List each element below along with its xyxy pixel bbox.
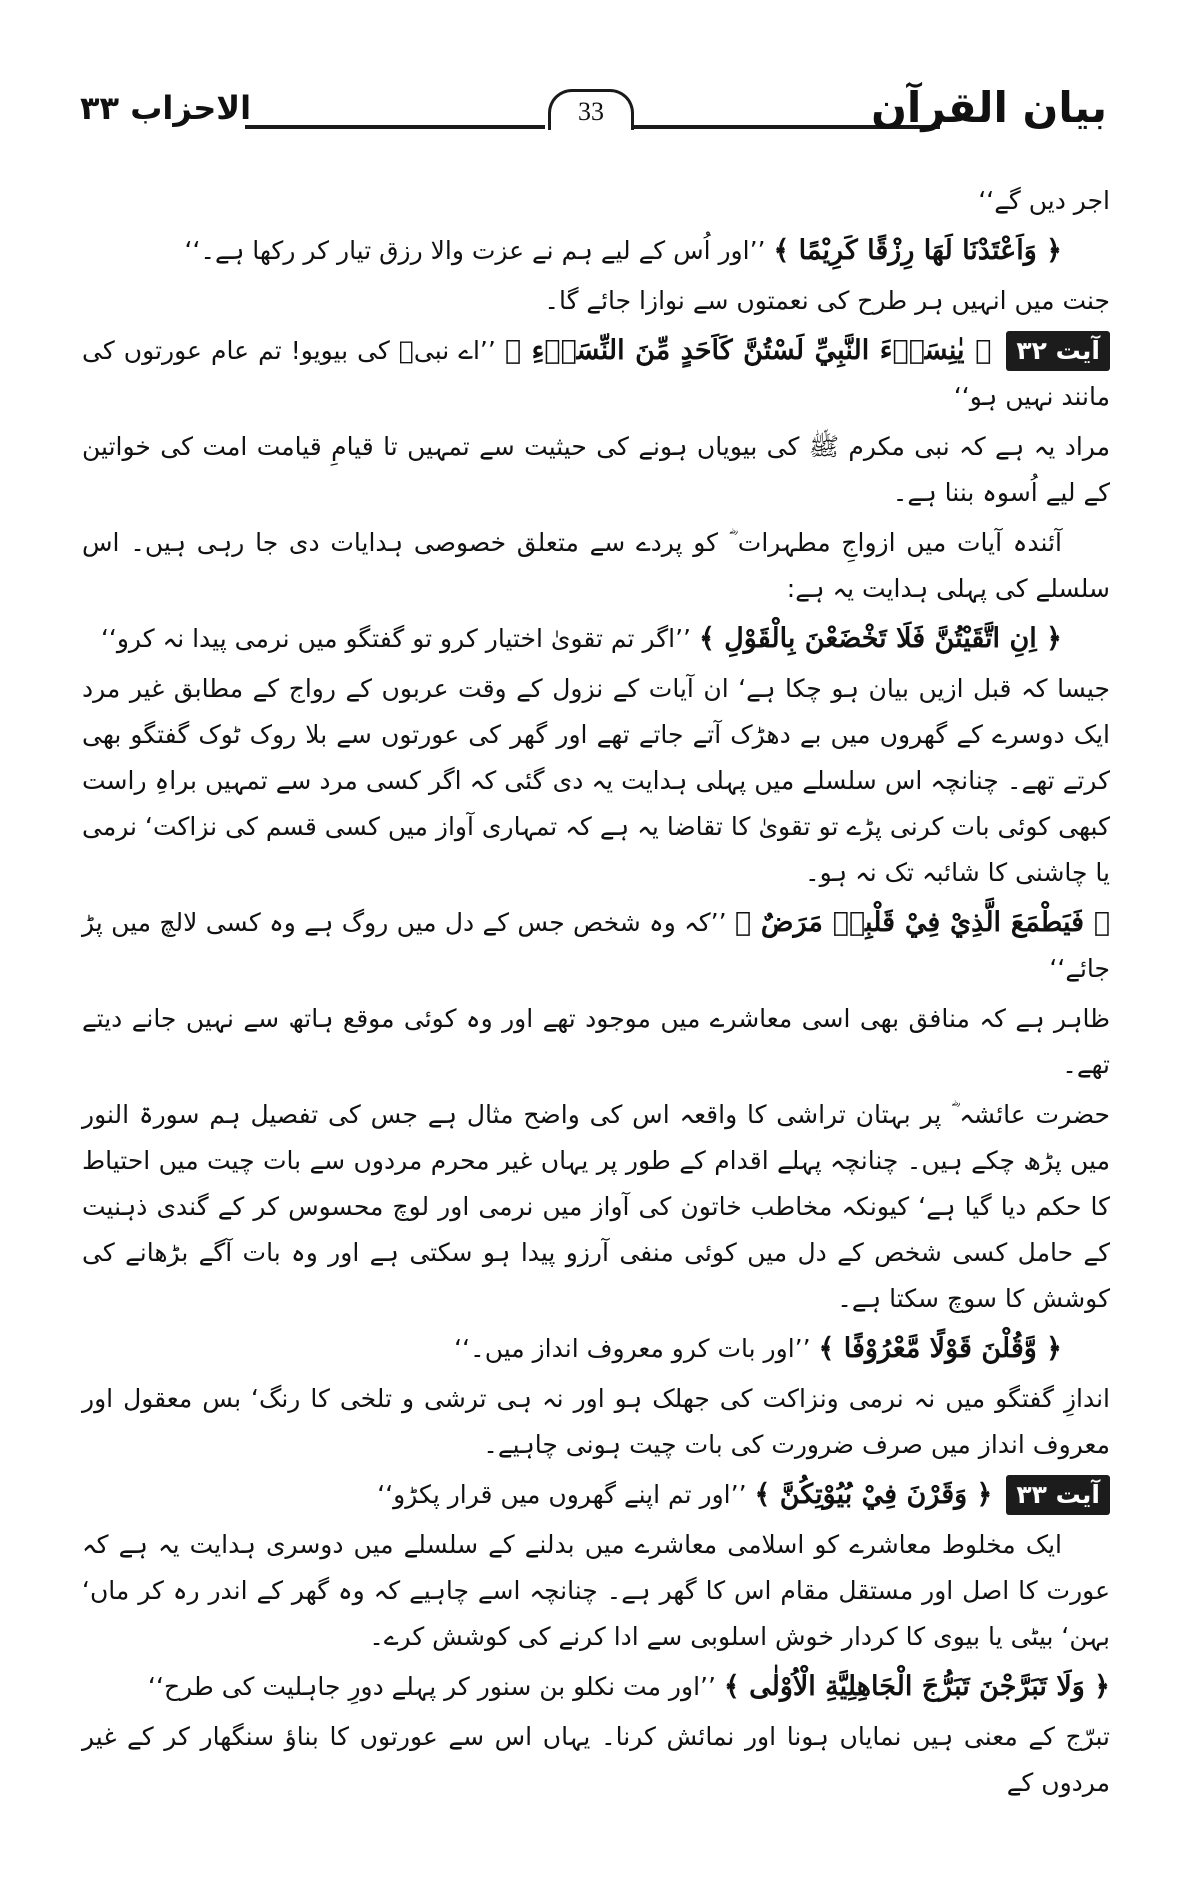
verse-line bbox=[82, 1472, 1110, 1518]
verse-translation: ’’اور بات کرو معروف انداز میں۔‘‘ bbox=[454, 1334, 811, 1363]
verse-translation: ’’اور اُس کے لیے ہم نے عزت والا رزق تیار کر رکھا ہے۔‘‘ bbox=[184, 236, 766, 265]
verse-line bbox=[82, 328, 1110, 420]
paragraph: جیسا کہ قبل ازیں بیان ہو چکا ہے‘ ان آیات کے نزول کے وقت عربوں کے رواج کے مطابق غیر مرد ایک دوسرے کے گھروں میں بے دھڑک آتے جاتے تھے اور گھر کی عورتوں سے بلا روک ٹوک گفتگو بھی کرتے تھے۔ چنانچہ اس سلسلے میں پہلی ہدایت یہ دی گئی کہ اگر کسی مرد سے تمہیں براہِ راست کبھی کوئی بات کرنی پڑے تو تقویٰ کا تقاضا یہ ہے کہ تمہاری آواز میں کسی قسم کی نزاکت‘ نرمی یا چاشنی کا شائبہ تک نہ ہو۔ bbox=[82, 674, 1110, 887]
ayat-number-badge: آیت ۳۳ bbox=[1006, 1475, 1110, 1515]
surah-name: الاحزاب ۳۳ bbox=[80, 89, 252, 127]
verse-line bbox=[82, 900, 1110, 992]
arabic-verse: ﴿ وَّقُلْنَ قَوْلًا مَّعْرُوْفًا ﴾ bbox=[818, 1333, 1062, 1364]
page-header bbox=[0, 75, 1192, 155]
paragraph: تبرّج کے معنی ہیں نمایاں ہونا اور نمائش کرنا۔ یہاں اس سے عورتوں کا بناؤ سنگھار کر کے غیر مردوں کے bbox=[82, 1722, 1110, 1797]
paragraph: حضرت عائشہ ؓ پر بہتان تراشی کا واقعہ اس کی واضح مثال ہے جس کی تفصیل ہم سورۃ النور میں پڑھ چکے ہیں۔ چنانچہ پہلے اقدام کے طور پر یہاں غیر محرم مردوں سے بات چیت میں احتیاط کا حکم دیا گیا ہے‘ کیونکہ مخاطب خاتون کی آواز میں نرمی اور لوچ محسوس کر کے گندی ذہنیت کے حامل کسی شخص کے دل میں کوئی منفی آرزو پیدا ہو سکتی ہے اور وہ بات آگے بڑھانے کی کوشش کا سوچ سکتا ہے۔ bbox=[82, 1100, 1110, 1313]
arabic-verse: ﴿ فَيَطْمَعَ الَّذِيْ فِيْ قَلْبِهٖ مَرَضٌ ﴾ bbox=[734, 907, 1110, 938]
paragraph: مراد یہ ہے کہ نبی مکرم ﷺ کی بیویاں ہونے کی حیثیت سے تمہیں تا قیامِ قیامت امت کی خواتین کے لیے اُسوہ بننا ہے۔ bbox=[82, 432, 1110, 507]
verse-line bbox=[82, 1326, 1110, 1372]
paragraph: ظاہر ہے کہ منافق بھی اسی معاشرے میں موجود تھے اور وہ کوئی موقع ہاتھ سے نہیں جانے دیتے تھے۔ bbox=[82, 1004, 1110, 1079]
paragraph: ایک مخلوط معاشرے کو اسلامی معاشرے میں بدلنے کے سلسلے میں دوسری ہدایت یہ ہے کہ عورت کا اصل اور مستقل مقام اس کا گھر ہے۔ چنانچہ اسے چاہیے کہ وہ گھر کے اندر رہ کر ماں‘ بہن‘ بیٹی یا بیوی کا کردار خوش اسلوبی سے ادا کرنے کی کوشش کرے۔ bbox=[82, 1530, 1110, 1651]
page-number: 33 bbox=[548, 89, 634, 130]
verse-translation: ’’اے نبیؐ کی بیویو! تم عام عورتوں کی مانند نہیں ہو‘‘ bbox=[82, 336, 1110, 411]
verse-translation: ’’کہ وہ شخص جس کے دل میں روگ ہے وہ کسی لالچ میں پڑ جائے‘‘ bbox=[82, 908, 1110, 983]
verse-translation: ’’اور مت نکلو بن سنور کر پہلے دورِ جاہلیت کی طرح‘‘ bbox=[148, 1672, 716, 1701]
verse-line bbox=[82, 1664, 1110, 1710]
paragraph: اندازِ گفتگو میں نہ نرمی ونزاکت کی جھلک ہو اور نہ ہی ترشی و تلخی کا رنگ‘ بس معقول اور معروف انداز میں صرف ضرورت کی بات چیت ہونی چاہیے۔ bbox=[82, 1384, 1110, 1459]
page-content bbox=[82, 178, 1110, 1810]
arabic-verse: ﴿ يٰنِسَاۗءَ النَّبِيِّ لَسْتُنَّ كَاَحَدٍ مِّنَ النِّسَاۗءِ ﴾ bbox=[504, 335, 992, 366]
verse-line bbox=[82, 616, 1110, 662]
arabic-verse: ﴿ اِنِ اتَّقَيْتُنَّ فَلَا تَخْضَعْنَ بِالْقَوْلِ ﴾ bbox=[698, 623, 1062, 654]
arabic-verse: ﴿ وَاَعْتَدْنَا لَهَا رِزْقًا كَرِيْمًا ﴾ bbox=[773, 235, 1062, 266]
verse-translation: ’’اگر تم تقویٰ اختیار کرو تو گفتگو میں نرمی پیدا نہ کرو‘‘ bbox=[100, 624, 691, 653]
arabic-verse: ﴿ وَلَا تَبَرَّجْنَ تَبَرُّجَ الْجَاهِلِيَّةِ الْاُوْلٰى ﴾ bbox=[723, 1671, 1110, 1702]
paragraph: اجر دیں گے‘‘ bbox=[978, 186, 1110, 215]
paragraph: جنت میں انہیں ہر طرح کی نعمتوں سے نوازا جائے گا۔ bbox=[544, 286, 1110, 315]
arabic-verse: ﴿ وَقَرْنَ فِيْ بُيُوْتِكُنَّ ﴾ bbox=[754, 1479, 993, 1510]
header-rule-left bbox=[245, 125, 545, 129]
ayat-number-badge: آیت ۳۲ bbox=[1006, 331, 1110, 371]
book-title: بیان القرآن bbox=[871, 83, 1107, 132]
verse-line bbox=[82, 228, 1110, 274]
verse-translation: ’’اور تم اپنے گھروں میں قرار پکڑو‘‘ bbox=[377, 1480, 747, 1509]
paragraph: آئندہ آیات میں ازواجِ مطہرات ؓ کو پردے سے متعلق خصوصی ہدایات دی جا رہی ہیں۔ اس سلسلے کی پہلی ہدایت یہ ہے: bbox=[82, 528, 1110, 603]
